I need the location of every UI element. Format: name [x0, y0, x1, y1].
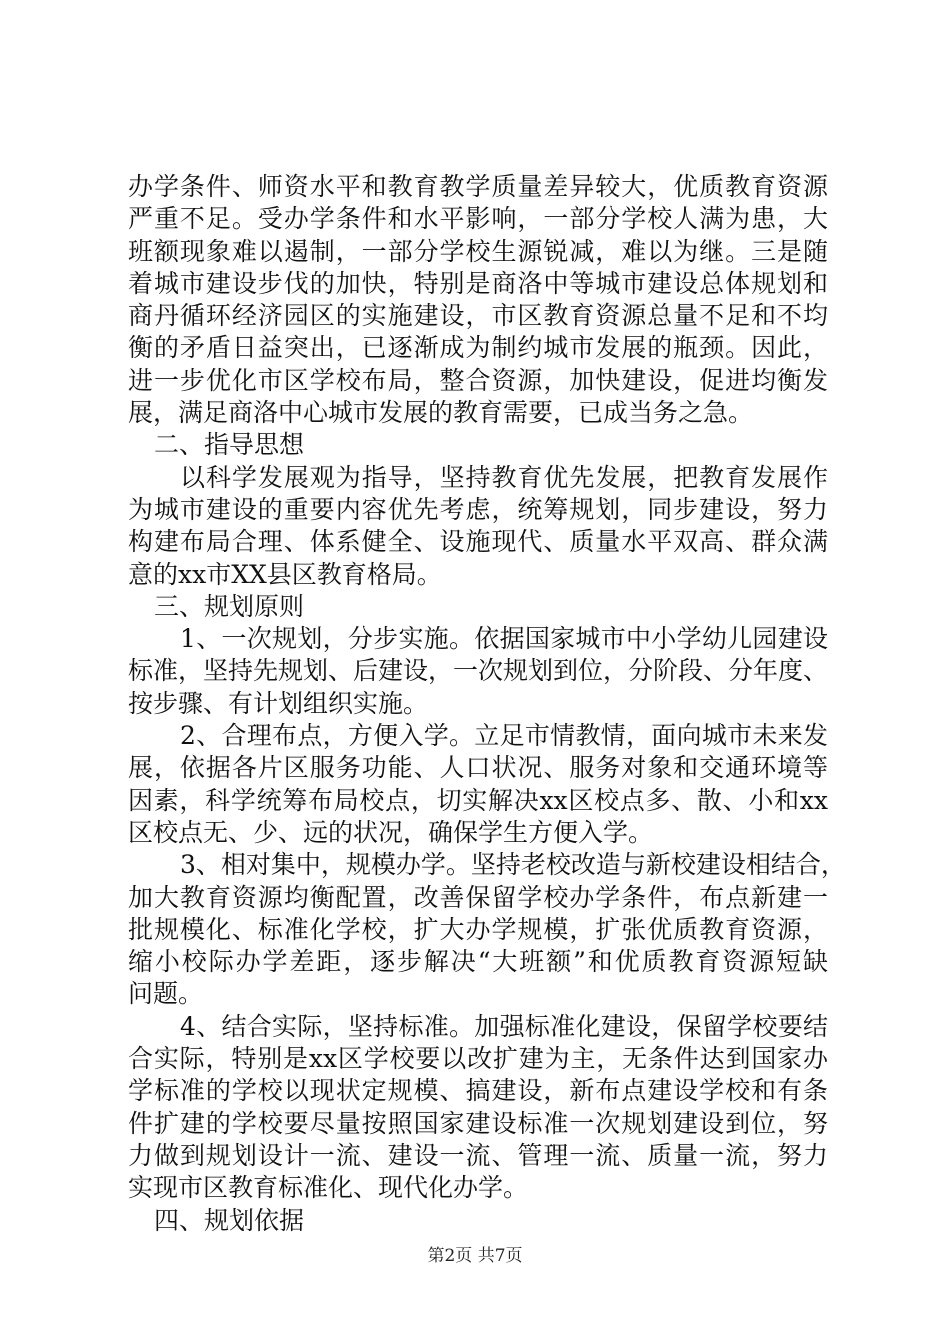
text-line: 件扩建的学校要尽量按照国家建设标准一次规划建设到位，努 — [128, 1108, 828, 1138]
text-line: 标准，坚持先规划、后建设，一次规划到位，分阶段、分年度、 — [128, 656, 829, 686]
text-line: 为城市建设的重要内容优先考虑，统筹规划，同步建设，努力 — [128, 494, 828, 524]
text-line: 区校点无、少、远的状况，确保学生方便入学。 — [128, 817, 654, 847]
text-line: 进一步优化市区学校布局，整合资源，加快建设，促进均衡发 — [128, 365, 828, 395]
text-line: 批规模化、标准化学校，扩大办学规模，扩张优质教育资源， — [128, 914, 828, 944]
text-line: 意的xx市XX县区教育格局。 — [128, 559, 442, 589]
text-line: 合实际，特别是xx区学校要以改扩建为主，无条件达到国家办 — [128, 1044, 828, 1074]
text-line: 班额现象难以遏制，一部分学校生源锐减，难以为继。三是随 — [128, 236, 828, 266]
text-line: 因素，科学统筹布局校点，切实解决xx区校点多、散、小和xx — [128, 785, 828, 815]
text-line: 着城市建设步伐的加快，特别是商洛中等城市建设总体规划和 — [128, 268, 828, 298]
text-line: 按步骤、有计划组织实施。 — [128, 688, 429, 718]
text-line: 衡的矛盾日益突出，已逐渐成为制约城市发展的瓶颈。因此， — [128, 333, 828, 363]
text-line: 展，依据各片区服务功能、人口状况、服务对象和交通环境等 — [128, 753, 828, 783]
text-line: 缩小校际办学差距，逐步解决“大班额”和优质教育资源短缺 — [128, 947, 828, 977]
text-line: 办学条件、师资水平和教育教学质量差异较大，优质教育资源 — [128, 172, 828, 201]
text-line: 学标准的学校以现状定规模、搞建设，新布点建设学校和有条 — [128, 1076, 828, 1106]
text-line: 4、结合实际，坚持标准。加强标准化建设，保留学校要结 — [180, 1011, 828, 1041]
text-line: 严重不足。受办学条件和水平影响，一部分学校人满为患，大 — [128, 204, 828, 234]
text-line: 问题。 — [128, 979, 204, 1009]
text-line: 实现市区教育标准化、现代化办学。 — [128, 1173, 529, 1203]
text-line: 二、指导思想 — [154, 430, 305, 460]
page-footer: 第2页 共7页 — [427, 1246, 523, 1266]
text-line: 2、合理布点，方便入学。立足市情教情，面向城市未来发 — [180, 721, 828, 751]
text-line: 四、规划依据 — [154, 1205, 305, 1235]
text-line: 以科学发展观为指导，坚持教育优先发展，把教育发展作 — [180, 462, 828, 492]
text-line: 商丹循环经济园区的实施建设，市区教育资源总量不足和不均 — [128, 301, 828, 331]
text-line: 3、相对集中，规模办学。坚持老校改造与新校建设相结合， — [180, 850, 846, 880]
text-line: 展，满足商洛中心城市发展的教育需要，已成当务之急。 — [128, 398, 754, 428]
text-line: 1、一次规划，分步实施。依据国家城市中小学幼儿园建设 — [180, 624, 828, 654]
text-line: 力做到规划设计一流、建设一流、管理一流、质量一流，努力 — [128, 1140, 828, 1170]
text-line: 加大教育资源均衡配置，改善保留学校办学条件，布点新建一 — [128, 882, 828, 912]
text-line: 三、规划原则 — [154, 591, 305, 621]
text-line: 构建布局合理、体系健全、设施现代、质量水平双高、群众满 — [128, 527, 828, 557]
document-body — [128, 171, 846, 1237]
